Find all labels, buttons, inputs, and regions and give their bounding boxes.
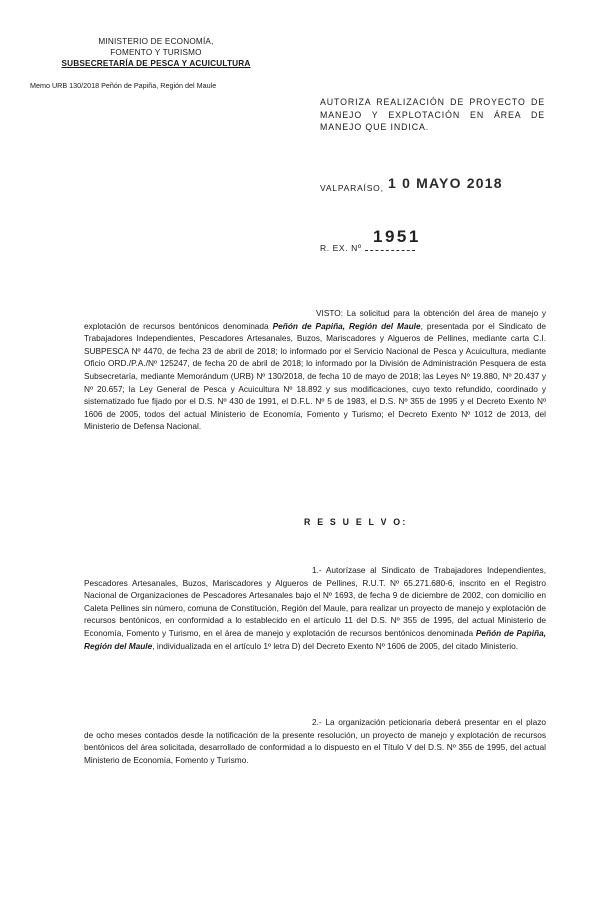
resuelvo-item-1 xyxy=(84,564,546,652)
item1-sector-name: Peñón de Papiña, Región del Maule xyxy=(84,627,547,651)
item2-text: 2.- La organización peticionaria deberá presentar en el plazo de ocho meses contados desde la notificación de la presente resolución, un proyecto de manejo y explotación de recursos bentónicos del área solicitada, desarrollado de conformidad a lo dispuesto en el Título V del D.S. Nº 355 de 1995, del actual Ministerio de Economía, Fomento y Turismo. xyxy=(84,717,546,765)
visto-text-part2: , presentada por el Sindicato de Trabajadores Independientes, Pescadores Artesanales, Buzos, Mariscadores y Algueros de Pellines, mediante carta C.I. SUBPESCA Nº 4470, de fecha 23 de abril de 2018; lo informado por el Servicio Nacional de Pesca y Acuicultura, mediante Oficio ORD./P.A./Nº 125247, de fecha 20 de abril de 2018; lo informado por la División de Administración Pesquera de esta Subsecretaría, mediante Memorándum (URB) Nº 130/2018, de fecha 10 de mayo de 2018; las Leyes Nº 19.880, Nº 20.437 y Nº 20.657; la Ley General de Pesca y Acuicultura Nº 18.892 y sus modificaciones, cuyo texto refundido, coordinado y sistematizado fue fijado por el D.S. Nº 430 de 1991, el D.F.L. Nº 5 de 1983, el D.S. Nº 355 de 1995 y el Decreto Exento Nº 1606 de 2005, todos del actual Ministerio de Economía, Fomento y Turismo; el Decreto Exento Nº 1012 de 2013, del Ministerio de Defensa Nacional. xyxy=(84,320,546,432)
item1-text-part1: 1.- Autorízase al Sindicato de Trabajadores Independientes, Pescadores Artesanales, Buzos, Mariscadores y Algueros de Pellines, R.U.T. Nº 65.271.680-6, inscrito en el Registro Nacional de Organizaciones de Pescadores Artesanales bajo el Nº 1693, de fecha 9 de diciembre de 2002, con domicilio en Caleta Pellines sin número, comuna de Constitución, Región del Maule, para realizar un proyecto de manejo y explotación de recursos bentónicos, en conformidad a lo establecido en el artículo 11 del D.S. Nº 355 de 1995, del actual Ministerio de Economía, Fomento y Turismo, en el área de manejo y explotación de recursos bentónicos denominada xyxy=(84,565,546,638)
memo-reference: Memo URB 130/2018 Peñón de Papiña, Región del Maule xyxy=(30,81,217,90)
resuelvo-heading: R E S U E L V O: xyxy=(304,517,408,527)
resuelvo-item-2 xyxy=(84,716,546,766)
date-stamp: 1 0 MAYO 2018 xyxy=(388,175,503,191)
ministry-name-line1: MINISTERIO DE ECONOMÍA, xyxy=(98,37,214,46)
document-subject: AUTORIZA REALIZACIÓN DE PROYECTO DE MANEJO Y EXPLOTACIÓN EN ÁREA DE MANEJO QUE INDICA. xyxy=(320,97,545,132)
ministry-name-line2: FOMENTO Y TURISMO xyxy=(110,48,202,57)
visto-sector-name: Peñón de Papiña, Región del Maule xyxy=(272,320,421,331)
resolution-label: R. EX. Nº xyxy=(320,243,362,253)
place-label: VALPARAÍSO, xyxy=(320,183,384,193)
visto-label: VISTO: xyxy=(316,308,344,318)
item1-text-part2: , individualizada en el artículo 1º letra D) del Decreto Exento Nº 1606 de 2005, del citado Ministerio. xyxy=(152,640,519,651)
resolution-number: 1951 xyxy=(373,227,421,246)
visto-paragraph xyxy=(84,307,546,433)
visto-text-part1: La solicitud para la obtención del área de manejo y explotación de recursos bentónicos denominada xyxy=(84,308,546,331)
letterhead xyxy=(36,36,276,69)
subsecretaria-name: SUBSECRETARÍA DE PESCA Y ACUICULTURA xyxy=(61,59,251,68)
